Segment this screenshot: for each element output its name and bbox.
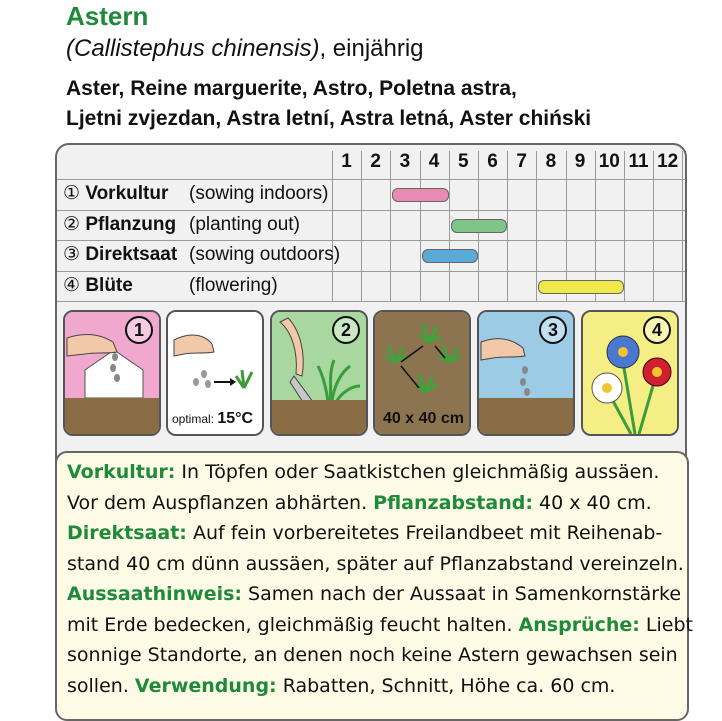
page-title: Astern (66, 1, 149, 31)
period-bar (451, 219, 507, 233)
month-header: 3 (399, 151, 411, 172)
tile-badge: 4 (643, 316, 671, 344)
tile-flowering (581, 310, 679, 436)
instruction-line (67, 549, 684, 580)
grid-line (624, 151, 625, 301)
grid-line (507, 151, 508, 301)
instruction-keyword: Verwendung: (134, 674, 277, 697)
period-bar (392, 188, 448, 202)
instruction-text-span: Liebt (639, 613, 693, 636)
month-header: 8 (545, 151, 557, 172)
instruction-text-span: sollen. (67, 674, 135, 697)
row-number: ③ (63, 244, 86, 265)
tile-badge: 3 (539, 316, 567, 344)
month-header: 2 (370, 151, 381, 172)
instruction-line (67, 610, 693, 641)
instruction-text-span: 40 x 40 cm. (532, 491, 652, 514)
instruction-text-span: In Töpfen oder Saatkistchen gleichmäßig aussäen. (175, 461, 660, 483)
row-number: ④ (63, 274, 86, 296)
calendar-row-label (63, 210, 176, 240)
grid-line (361, 151, 362, 301)
grid-line (57, 301, 685, 302)
row-name: Pflanzung (85, 213, 177, 235)
grid-line (682, 151, 683, 301)
instruction-text-span: sonnige Standorte, an denen noch keine Astern gewachsen sein (67, 644, 678, 666)
row-translation: (sowing indoors) (189, 183, 329, 204)
tile-planting (270, 310, 368, 436)
scientific-name: (Callistephus chinensis) (66, 35, 320, 62)
spacing-label: 40 x 40 cm (383, 410, 464, 427)
grid-line (536, 151, 537, 301)
tile-badge: 1 (125, 316, 153, 344)
row-name: Vorkultur (85, 183, 169, 204)
month-header: 1 (341, 151, 352, 172)
instruction-text-span: Rabatten, Schnitt, Höhe ca. 60 cm. (276, 674, 616, 697)
growing-instructions (55, 451, 693, 721)
month-header: 7 (516, 151, 527, 172)
grid-line (566, 151, 567, 301)
month-header: 10 (598, 151, 620, 172)
grid-line (390, 151, 391, 301)
tile-badge: 2 (332, 316, 360, 344)
calendar-row-label (63, 179, 168, 209)
common-names-line-2: Ljetni zvjezdan, Astra letní, Astra letná, Aster chiński (66, 107, 592, 130)
instruction-text (67, 457, 693, 701)
instruction-text-span: Vor dem Auspflanzen abhärten. (67, 491, 374, 514)
instruction-line (67, 518, 677, 549)
grid-line (653, 151, 654, 301)
month-header: 4 (428, 151, 440, 172)
instruction-line (67, 488, 677, 519)
grid-line (420, 151, 421, 301)
tile-outdoor-sowing (477, 310, 575, 436)
temperature-label: optimal: 15°C (172, 410, 254, 427)
instruction-text-span: Auf fein vorbereitetes Freilandbeet mit Reihenab- (186, 522, 663, 544)
row-translation: (planting out) (189, 213, 300, 235)
month-header: 6 (487, 151, 498, 172)
period-bar (422, 249, 478, 263)
instruction-keyword: Pflanzabstand: (373, 491, 533, 514)
grid-line (595, 151, 596, 301)
row-number: ② (63, 213, 86, 235)
month-header: 9 (574, 151, 586, 172)
instruction-keyword: Vorkultur: (67, 461, 176, 483)
row-translation: (flowering) (189, 274, 278, 296)
instruction-text-span: mit Erde bedecken, gleichmäßig feucht halten. (67, 613, 519, 636)
row-name: Blüte (85, 274, 133, 296)
period-bar (538, 280, 624, 294)
tile-spacing (373, 310, 471, 436)
calendar-row-label (63, 240, 177, 270)
instruction-text-span: Samen nach der Aussaat in Samenkornstärke (242, 583, 682, 605)
calendar-row-label (63, 271, 133, 301)
instruction-keyword: Aussaathinweis: (67, 583, 242, 605)
row-name: Direktsaat (85, 244, 178, 265)
instruction-line (67, 671, 677, 702)
month-header: 5 (458, 151, 469, 172)
common-names (66, 74, 591, 134)
lifecycle-note: , einjährig (319, 35, 424, 62)
month-header: 12 (657, 151, 679, 172)
grid-line (57, 271, 685, 272)
common-names-line-1: Aster, Reine marguerite, Astro, Poletna astra, (66, 77, 517, 100)
latin-name (66, 34, 424, 64)
tile-temperature (166, 310, 264, 436)
instruction-keyword: Direktsaat: (67, 522, 187, 544)
grid-line (332, 151, 333, 301)
instruction-keyword: Ansprüche: (518, 613, 640, 636)
row-translation: (sowing outdoors) (189, 244, 341, 265)
grid-line (449, 151, 450, 301)
row-number: ① (63, 183, 86, 204)
tile-indoor-sowing (63, 310, 161, 436)
instruction-line (67, 579, 682, 610)
instruction-line (67, 640, 677, 671)
instruction-text-span: stand 40 cm dünn aussäen, später auf Pflanzabstand vereinzeln. (67, 552, 684, 575)
instruction-line (67, 457, 677, 488)
month-header: 11 (628, 151, 649, 172)
